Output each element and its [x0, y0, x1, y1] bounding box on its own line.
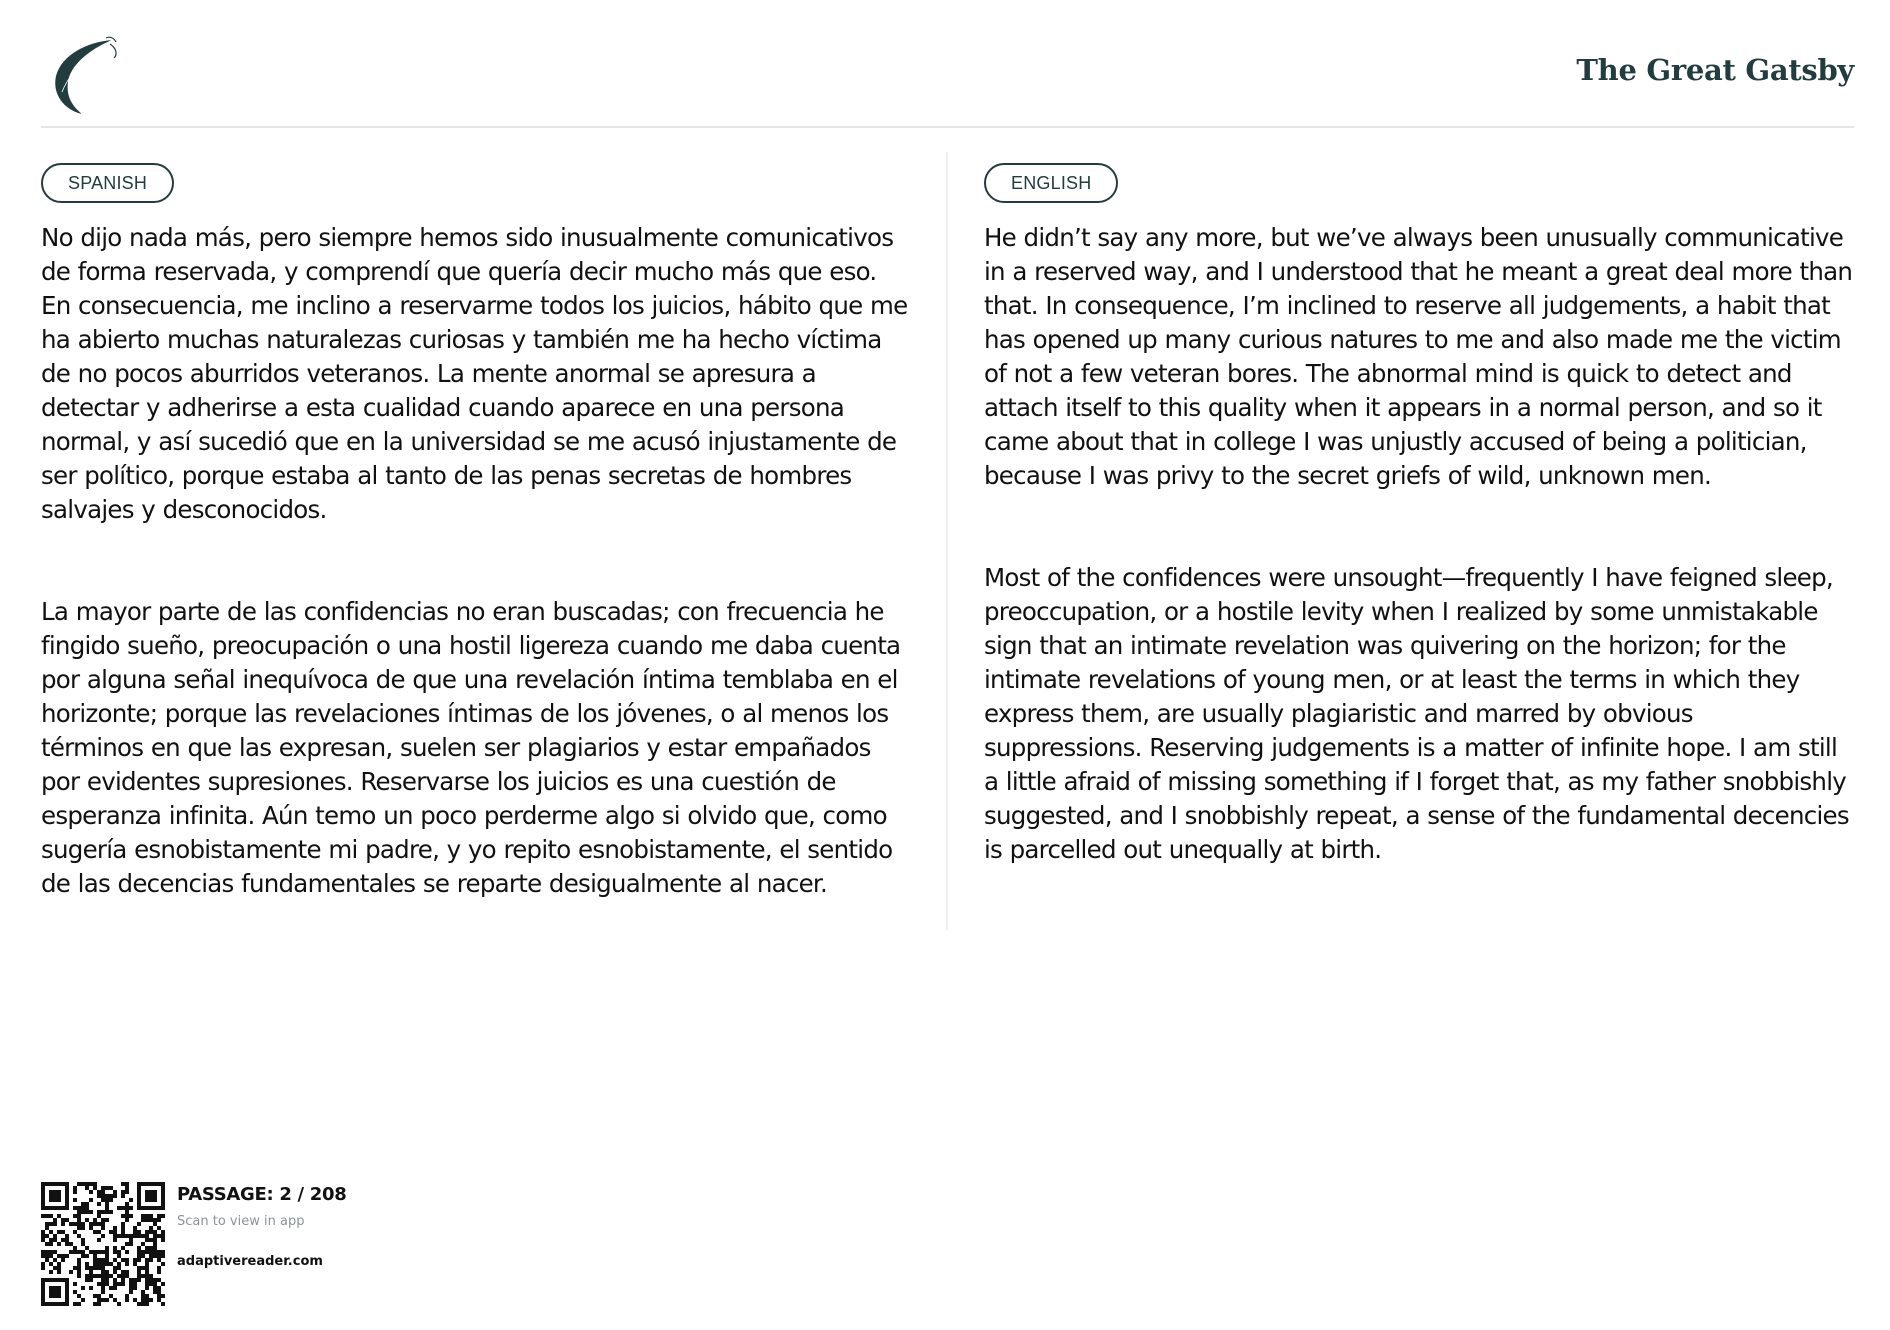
- english-paragraph: He didn’t say any more, but we’ve always been unusually communicative in a reserved way, and I understood that he meant a great deal more than that. In consequence, I’m inclined to reserve all judgements, a habit that has opened up many curious natures to me and also made me the victim of not a few veteran bores. The abnormal mind is quick to detect and attach itself to this quality when it appears in a normal person, and so it came about that in college I was unjustly accused of being a politician, because I was privy to the secret griefs of wild, unknown men.: [984, 223, 1853, 490]
- quill-feather-icon: [48, 36, 118, 116]
- column-divider: [946, 152, 948, 930]
- spanish-paragraph: La mayor parte de las confidencias no eran buscadas; con frecuencia he fingido sueño, preocupación o una hostil ligereza cuando me daba cuenta por alguna señal inequívoca de que una revelación íntima temblaba en el horizonte; porque las revelaciones íntimas de los jóvenes, o al menos los términos en que las expresan, suelen ser plagiarios y estar empañados por evidentes supresiones. Reservarse los juicios es una cuestión de esperanza infinita. Aún temo un poco perderme algo si olvido que, como sugería esnobistamente mi padre, y yo repito esnobistamente, el sentido de las decencias fundamentales se reparte desigualmente al nacer.: [41, 597, 901, 898]
- book-title: The Great Gatsby: [1576, 53, 1854, 87]
- page-footer: [41, 1182, 441, 1307]
- language-tag-spanish: SPANISH: [41, 163, 174, 203]
- spanish-paragraph: No dijo nada más, pero siempre hemos sido inusualmente comunicativos de forma reservada, y comprendí que quería decir mucho más que eso. En consecuencia, me inclino a reservarme todos los juicios, hábito que me ha abierto muchas naturalezas curiosas y también me ha hecho víctima de no pocos aburridos veteranos. La mente anormal se apresura a detectar y adherirse a esta cualidad cuando aparece en una persona normal, y así sucedió que en la universidad se me acusó injustamente de ser político, porque estaba al tanto de las penas secretas de hombres salvajes y desconocidos.: [41, 223, 908, 524]
- english-paragraph: Most of the confidences were unsought—frequently I have feigned sleep, preoccupation, or a hostile levity when I realized by some unmistakable sign that an intimate revelation was quivering on the horizon; for the intimate revelations of young men, or at least the terms in which they express them, are usually plagiaristic and marred by obvious suppressions. Reserving judgements is a matter of infinite hope. I am still a little afraid of missing something if I forget that, as my father snobbishly suggested, and I snobbishly repeat, a sense of the fundamental decencies is parcelled out unequally at birth.: [984, 563, 1849, 864]
- english-column: [984, 163, 1856, 867]
- qr-code-icon[interactable]: [41, 1182, 165, 1306]
- scan-hint: Scan to view in app: [177, 1214, 305, 1229]
- spanish-column: [41, 163, 913, 901]
- page-header: [41, 36, 1854, 128]
- passage-counter: PASSAGE: 2 / 208: [177, 1184, 347, 1205]
- language-tag-english: ENGLISH: [984, 163, 1118, 203]
- site-link[interactable]: adaptivereader.com: [177, 1254, 323, 1269]
